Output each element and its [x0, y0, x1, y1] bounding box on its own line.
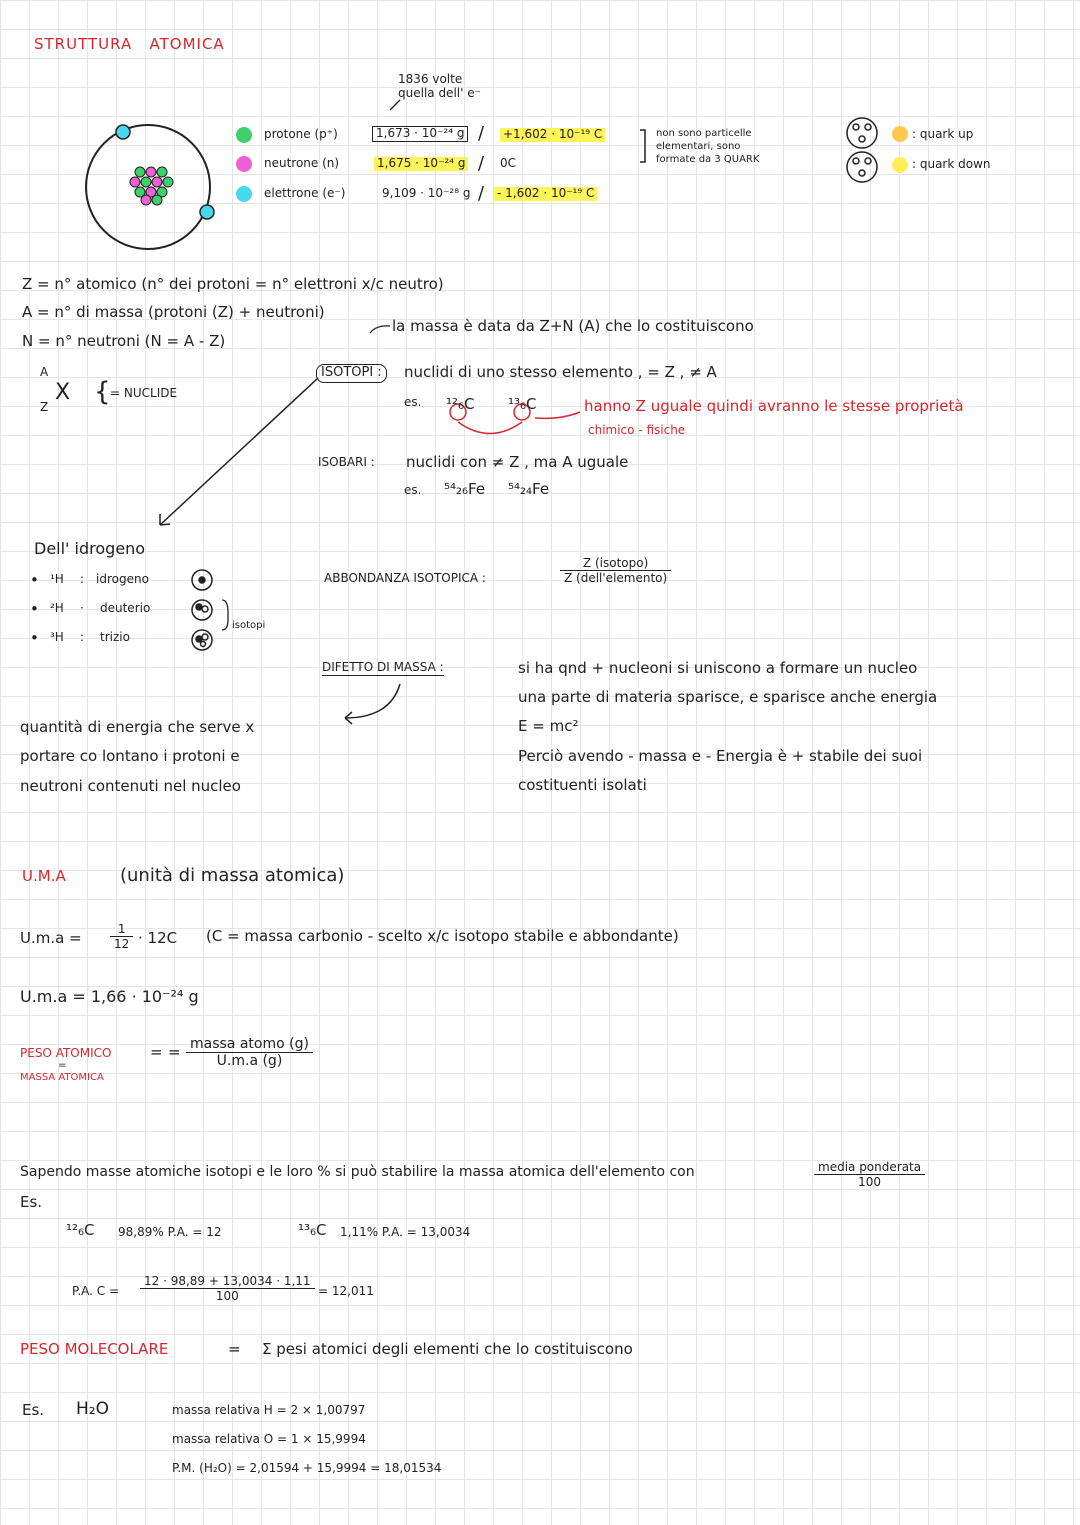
symbol-a: A	[40, 365, 49, 379]
isotopi-es: es.	[404, 395, 422, 409]
quark-note-line2: elementari, sono	[656, 141, 741, 152]
idrogeno-symbol: ³H	[50, 630, 64, 644]
uma-value: U.m.a = 1,66 · 10⁻²⁴ g	[20, 987, 199, 1006]
peso-molecolare-eq: =	[228, 1340, 241, 1358]
def-n: N = n° neutroni (N = A - Z)	[22, 332, 226, 350]
def-z: Z = n° atomico (n° dei protoni = n° elettroni x/c neutro)	[22, 275, 444, 293]
uma-title-note: (unità di massa atomica)	[120, 865, 345, 886]
difetto-line: costituenti isolati	[518, 776, 647, 794]
isobari-es: es.	[404, 483, 422, 497]
isobari-ex1: ⁵⁴₂₆Fe	[444, 480, 486, 498]
peso-atomico-eq2: =	[168, 1043, 181, 1061]
symbol-x: X	[55, 380, 71, 405]
peso-molecolare-line: massa relativa H = 2 × 1,00797	[172, 1403, 366, 1417]
media-calc-left: P.A. C =	[72, 1284, 120, 1298]
energia-note-line: quantità di energia che serve x	[20, 718, 255, 736]
energia-note-line: portare co lontano i protoni e	[20, 747, 240, 765]
particle-sep: /	[478, 153, 485, 174]
quark-up-dot	[892, 126, 908, 142]
particle-charge: 0C	[500, 156, 517, 170]
peso-atomico-fraction	[186, 1036, 313, 1069]
media-iso1-data: 98,89% P.A. = 12	[118, 1225, 222, 1239]
difetto-line: si ha qnd + nucleoni si uniscono a formare un nucleo	[518, 659, 918, 677]
mass-note: la massa è data da Z+N (A) che lo costituiscono	[392, 317, 754, 335]
nuclide-label: = NUCLIDE	[110, 386, 178, 400]
isobari-ex2: ⁵⁴₂₄Fe	[508, 480, 550, 498]
electron-dot	[200, 205, 214, 219]
difetto-line: Perciò avendo - massa e - Energia è + stabile dei suoi	[518, 747, 923, 765]
quark-down-label: : quark down	[912, 157, 991, 171]
energia-note-line: neutroni contenuti nel nucleo	[20, 777, 241, 795]
peso-atomico-den: U.m.a (g)	[216, 1053, 283, 1069]
abbondanza-label: ABBONDANZA ISOTOPICA :	[324, 571, 486, 585]
peso-molecolare-line: massa relativa O = 1 × 15,9994	[172, 1432, 366, 1446]
nucleus	[130, 167, 173, 205]
proton-dot	[236, 127, 252, 143]
difetto-line: E = mc²	[518, 717, 579, 735]
isobari-label: ISOBARI :	[318, 455, 375, 469]
idrogeno-name: trizio	[100, 630, 130, 644]
peso-atomico-label3: MASSA ATOMICA	[20, 1072, 104, 1083]
media-calc-den: 100	[215, 1289, 239, 1303]
idrogeno-name: idrogeno	[96, 572, 149, 586]
idrogeno-name: deuterio	[100, 601, 151, 615]
hydrogen-circles	[192, 570, 212, 650]
uma-title: U.M.A	[22, 867, 66, 885]
iso-red-arc	[458, 422, 522, 434]
abbondanza-fraction	[560, 556, 671, 585]
arrow-isotopi	[160, 378, 318, 525]
neutron-dot	[236, 156, 252, 172]
quark-circles	[847, 118, 877, 182]
peso-molecolare-line: P.M. (H₂O) = 2,01594 + 15,9994 = 18,01534	[172, 1461, 442, 1475]
abbondanza-den: Z (dell'elemento)	[564, 571, 668, 585]
media-text: Sapendo masse atomiche isotopi e le loro % si può stabilire la massa atomica dell'elemento con	[20, 1164, 695, 1180]
isotopi-note-line2: chimico - fisiche	[588, 423, 686, 437]
media-iso2-data: 1,11% P.A. = 13,0034	[340, 1225, 471, 1239]
isobari-text: nuclidi con ≠ Z , ma A uguale	[406, 453, 629, 471]
iso-red-arrow	[535, 412, 580, 418]
media-iso2: ¹³₆C	[298, 1221, 327, 1239]
electron-legend-dot	[236, 186, 252, 202]
quark-up-label: : quark up	[912, 127, 974, 141]
idrogeno-sep: :	[80, 630, 85, 644]
media-num: media ponderata	[814, 1160, 925, 1175]
brace-isotopi	[222, 600, 228, 630]
idrogeno-sep: :	[80, 572, 85, 586]
uma-def-left: U.m.a =	[20, 929, 82, 947]
peso-atomico-eq1: =	[150, 1043, 163, 1061]
idrogeno-symbol: ²H	[50, 601, 64, 615]
peso-molecolare-es: Es.	[22, 1401, 45, 1419]
arrow-1836	[390, 100, 400, 110]
media-fraction	[814, 1160, 925, 1189]
title-part1: STRUTTURA	[34, 35, 133, 53]
uma-def-den: 12	[114, 937, 130, 951]
idrogeno-bullet: •	[30, 600, 39, 618]
media-calc-result: = 12,011	[318, 1284, 374, 1298]
particle-name: elettrone (e⁻)	[264, 186, 346, 200]
bracket-quark	[640, 130, 645, 162]
peso-molecolare-label: PESO MOLECOLARE	[20, 1340, 169, 1358]
uma-def-num: 1	[110, 922, 133, 937]
title-part2: ATOMICA	[149, 35, 225, 53]
particle-name: neutrone (n)	[264, 156, 340, 170]
media-iso1: ¹²₆C	[66, 1221, 95, 1239]
peso-molecolare-text: Σ pesi atomici degli elementi che lo costituiscono	[262, 1340, 633, 1358]
particle-charge: +1,602 · 10⁻¹⁹ C	[500, 128, 605, 142]
peso-atomico-num: massa atomo (g)	[186, 1036, 313, 1053]
brace: {	[94, 377, 111, 407]
idrogeno-title: Dell' idrogeno	[34, 539, 146, 558]
particle-mass: 9,109 · 10⁻²⁸ g	[382, 186, 471, 200]
isotopi-ex1: ¹²₆C	[446, 395, 475, 413]
isotopi-text: nuclidi di uno stesso elemento , = Z , ≠ A	[404, 363, 717, 381]
quark-note-line1: non sono particelle	[656, 128, 752, 139]
isotopi-note-line1: hanno Z uguale quindi avranno le stesse proprietà	[584, 397, 964, 415]
idrogeno-sep: ·	[80, 601, 84, 615]
idrogeno-bullet: •	[30, 629, 39, 647]
media-calc-fraction	[140, 1274, 315, 1303]
def-a: A = n° di massa (protoni (Z) + neutroni)	[22, 303, 325, 321]
top-note-line1: 1836 volte	[398, 72, 463, 86]
top-note-line2: quella dell' e⁻	[398, 86, 481, 100]
idrogeno-isotopi-label: isotopi	[232, 620, 266, 631]
uma-def-fraction	[110, 922, 133, 951]
media-es: Es.	[20, 1193, 43, 1211]
title	[34, 36, 225, 53]
particle-sep: /	[478, 183, 485, 204]
particle-charge: - 1,602 · 10⁻¹⁹ C	[494, 187, 597, 201]
particle-mass: 1,673 · 10⁻²⁴ g	[372, 126, 468, 142]
peso-atomico-label2: =	[58, 1060, 67, 1071]
particle-name: protone (p⁺)	[264, 127, 338, 141]
peso-atomico-label1: PESO ATOMICO	[20, 1046, 112, 1060]
quark-note-line3: formate da 3 QUARK	[656, 154, 760, 165]
isotopi-ex2: ¹³₆C	[508, 395, 537, 413]
electron-dot	[116, 125, 130, 139]
abbondanza-num: Z (isotopo)	[560, 556, 671, 571]
arrow-mass	[370, 326, 390, 333]
peso-molecolare-molecule: H₂O	[76, 1399, 109, 1419]
difetto-label: DIFETTO DI MASSA :	[322, 660, 444, 674]
particle-sep: /	[478, 123, 485, 144]
arrow-difetto	[345, 684, 400, 718]
idrogeno-symbol: ¹H	[50, 572, 64, 586]
symbol-z: Z	[40, 400, 49, 414]
isotopi-label: ISOTOPI :	[316, 364, 387, 383]
difetto-line: una parte di materia sparisce, e sparisce anche energia	[518, 688, 938, 706]
media-calc-num: 12 · 98,89 + 13,0034 · 1,11	[140, 1274, 315, 1289]
uma-def-note: (C = massa carbonio - scelto x/c isotopo stabile e abbondante)	[206, 927, 679, 945]
particle-mass: 1,675 · 10⁻²⁴ g	[374, 157, 468, 171]
idrogeno-bullet: •	[30, 571, 39, 589]
uma-def-right: · 12C	[138, 929, 178, 947]
media-den: 100	[858, 1175, 881, 1189]
quark-down-dot	[892, 157, 908, 173]
